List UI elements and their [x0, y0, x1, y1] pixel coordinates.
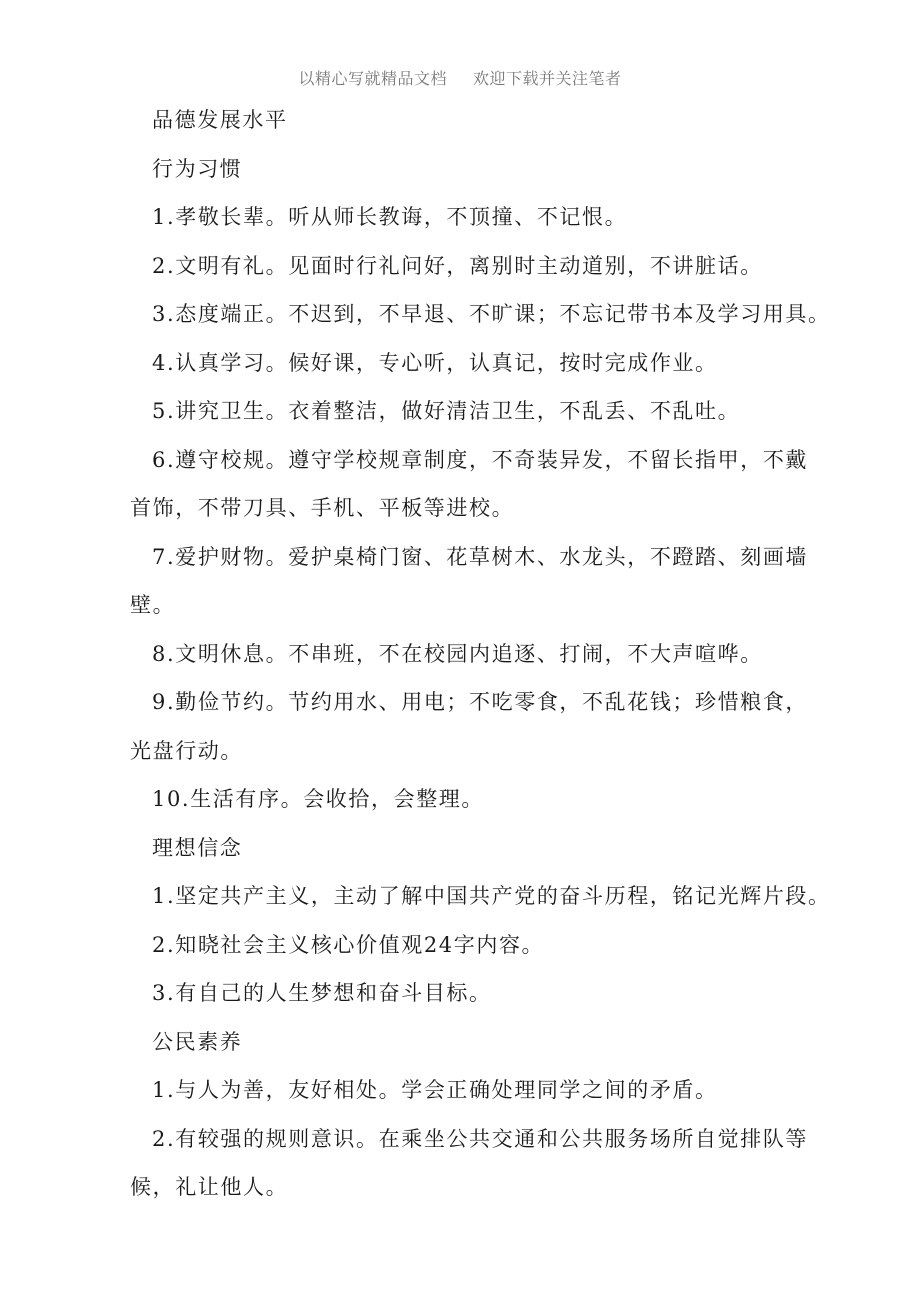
section-heading-civic: 公民素养 — [152, 1029, 243, 1054]
habit-item-2: 2.文明有礼。见面时行礼问好，离别时主动道别，不讲脏话。 — [152, 253, 763, 278]
document-title: 品德发展水平 — [152, 108, 288, 132]
habit-item-4: 4.认真学习。候好课，专心听，认真记，按时完成作业。 — [152, 350, 718, 375]
habit-item-10: 10.生活有序。会收拾，会整理。 — [152, 787, 484, 811]
habit-item-9-line-1: 9.勤俭节约。节约用水、用电；不吃零食，不乱花钱；珍惜粮食， — [152, 690, 809, 714]
section-heading-ideals: 理想信念 — [152, 835, 243, 860]
ideal-item-3: 3.有自己的人生梦想和奋斗目标。 — [152, 981, 492, 1005]
document-body — [130, 96, 831, 1212]
civic-item-1: 1.与人为善，友好相处。学会正确处理同学之间的矛盾。 — [152, 1078, 718, 1102]
habit-item-7-line-2: 壁。 — [130, 593, 176, 617]
header-left-text: 以精心写就精品文档 — [298, 69, 447, 88]
ideal-item-1: 1.坚定共产主义，主动了解中国共产党的奋斗历程，铭记光辉片段。 — [152, 884, 831, 908]
ideal-item-2: 2.知晓社会主义核心价值观24字内容。 — [152, 932, 545, 957]
habit-item-6-line-1: 6.遵守校规。遵守学校规章制度，不奇装异发，不留长指甲，不戴 — [152, 447, 809, 472]
civic-item-2-line-2: 候，礼让他人。 — [130, 1175, 289, 1199]
habit-item-5: 5.讲究卫生。衣着整洁，做好清洁卫生，不乱丢、不乱吐。 — [152, 399, 741, 423]
page-header — [0, 66, 920, 89]
header-right-text: 欢迎下载并关注笔者 — [473, 69, 622, 88]
habit-item-3: 3.态度端正。不迟到，不早退、不旷课；不忘记带书本及学习用具。 — [152, 302, 831, 326]
habit-item-7-line-1: 7.爱护财物。爱护桌椅门窗、花草树木、水龙头，不蹬踏、刻画墙 — [152, 544, 809, 569]
habit-item-6-line-2: 首饰，不带刀具、手机、平板等进校。 — [130, 496, 515, 520]
civic-item-2-line-1: 2.有较强的规则意识。在乘坐公共交通和公共服务场所自觉排队等 — [152, 1126, 809, 1151]
habit-item-1: 1.孝敬长辈。听从师长教诲，不顶撞、不记恨。 — [152, 205, 628, 229]
habit-item-9-line-2: 光盘行动。 — [130, 738, 243, 763]
habit-item-8: 8.文明休息。不串班，不在校园内追逐、打闹，不大声喧哗。 — [152, 641, 763, 666]
section-heading-habits: 行为习惯 — [152, 156, 243, 181]
